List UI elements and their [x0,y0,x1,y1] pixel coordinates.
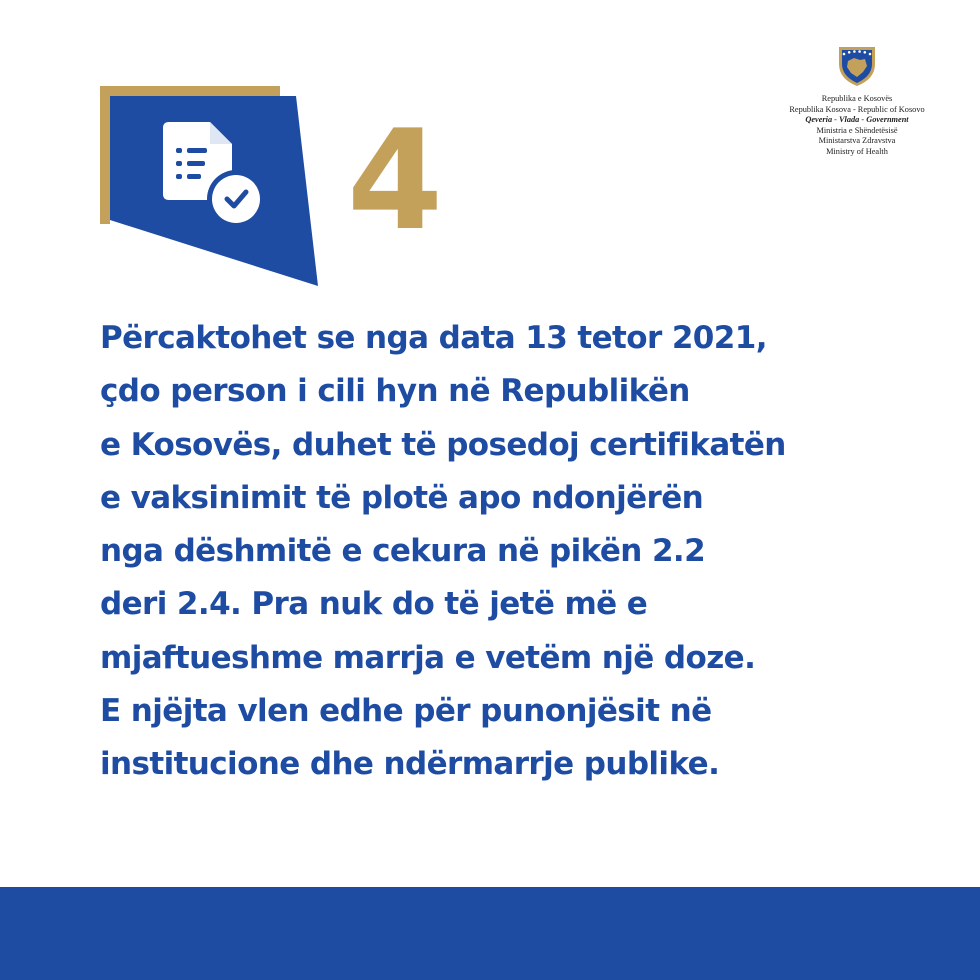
gov-line-ministry-en: Ministry of Health [826,146,888,156]
announcement-line: çdo person i cili hyn në Republikën [100,373,690,410]
announcement-line: E njëjta vlen edhe për punonjësit në [100,693,712,730]
gov-line-government: Qeveria - Vlada - Government [805,115,909,124]
announcement-line: e vaksinimit të plotë apo ndonjërën [100,479,704,516]
announcement-line: Përcaktohet se nga data 13 tetor 2021, [100,320,767,356]
step-badge-graphic [96,82,320,286]
announcement-line: e Kosovës, duhet të posedoj certifikatën [100,426,786,463]
announcement-line: deri 2.4. Pra nuk do të jetë më e [100,586,648,623]
kosovo-coat-of-arms-icon [834,44,880,88]
gov-line-ministry-sq: Ministria e Shëndetësisë [816,125,898,135]
gov-line-ministry-sr: Ministarstva Zdravstva [818,136,896,145]
announcement-line: nga dëshmitë e cekura në pikën 2.2 [100,533,706,570]
gov-line-republic-multilingual: Republika Kosova - Republic of Kosovo [789,104,925,114]
announcement-line: mjaftueshme marrja e vetëm një doze. [100,639,756,676]
gov-line-republic: Republika e Kosovës [821,94,893,103]
footer-band [0,887,980,980]
step-number: 4 [347,100,442,261]
announcement-line: institucione dhe ndërmarrje publike. [100,746,720,783]
announcement-text [100,312,960,792]
government-header [770,44,944,157]
